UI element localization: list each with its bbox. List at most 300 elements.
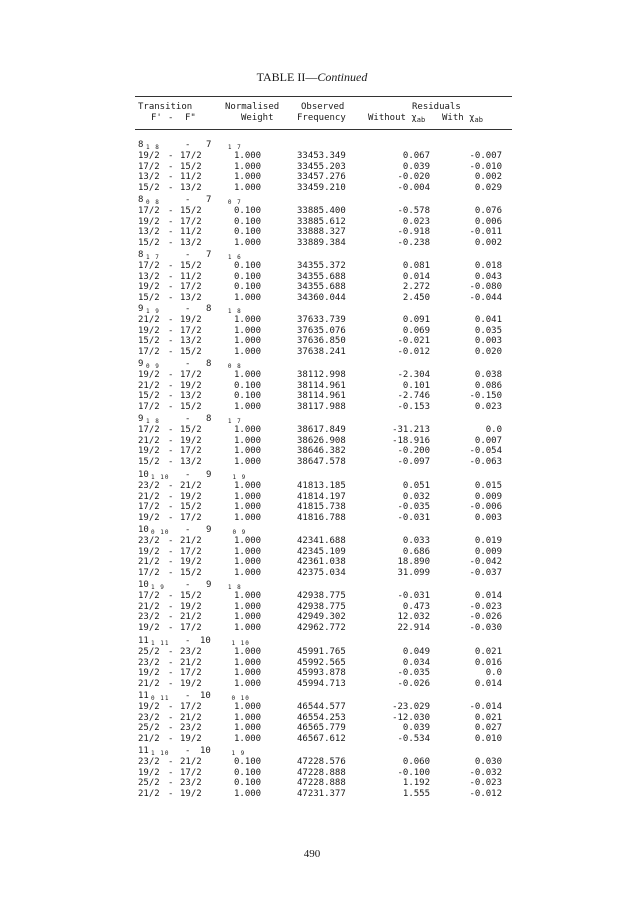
cell-residual-without: -12.030 (392, 712, 430, 723)
cell-weight: 1.000 (234, 657, 262, 668)
cell-dash: - (168, 757, 174, 767)
cell-f-lower: 15/2 (180, 401, 202, 412)
cell-weight: 1.000 (234, 702, 262, 712)
group-lower-sub: 1 8 (227, 584, 242, 591)
cell-weight: 1.000 (234, 678, 262, 689)
group-upper-sub: 0 11 (151, 695, 170, 702)
cell-f-upper: 15/2 (138, 456, 160, 467)
header-with-sub: ab (474, 116, 483, 124)
cell-residual-with: 0.018 (474, 261, 502, 271)
cell-weight: 1.000 (234, 425, 262, 435)
group-lower-level: 8 (206, 304, 212, 314)
page-number: 490 (303, 848, 321, 860)
group-lower-level: 7 (206, 250, 212, 260)
cell-residual-without: 0.023 (402, 216, 430, 227)
cell-f-lower: 19/2 (180, 380, 202, 391)
cell-f-upper: 17/2 (138, 161, 160, 172)
cell-f-upper: 21/2 (138, 435, 160, 446)
cell-f-upper: 21/2 (138, 733, 160, 744)
cell-f-upper: 19/2 (138, 512, 160, 523)
cell-residual-without: -23.029 (392, 702, 430, 712)
cell-residual-with: -0.011 (469, 227, 502, 237)
cell-f-lower: 17/2 (180, 282, 202, 292)
header-residuals: Residuals (412, 102, 461, 112)
cell-weight: 1.000 (234, 456, 262, 467)
cell-residual-without: 0.033 (402, 536, 430, 546)
cell-f-lower: 17/2 (180, 512, 202, 523)
cell-f-upper: 15/2 (138, 336, 160, 346)
header-with-text: With χ (442, 113, 475, 123)
cell-residual-with: 0.015 (474, 481, 502, 491)
cell-residual-with: 0.043 (474, 271, 502, 282)
cell-frequency: 46567.612 (297, 733, 346, 744)
cell-frequency: 41816.788 (297, 512, 346, 523)
cell-f-lower: 13/2 (180, 391, 202, 401)
cell-frequency: 33455.203 (297, 161, 346, 172)
cell-frequency: 34355.688 (297, 282, 346, 292)
cell-weight: 0.100 (234, 206, 262, 216)
header-dash: - (168, 113, 174, 123)
cell-f-lower: 19/2 (180, 491, 202, 502)
cell-weight: 1.000 (234, 723, 262, 733)
group-lower-sub: 1 9 (231, 750, 246, 757)
group-lower-sub: 1 7 (227, 418, 242, 425)
cell-residual-with: 0.007 (474, 435, 502, 446)
cell-residual-with: -0.054 (469, 446, 502, 456)
header-transition: Transition (138, 102, 193, 112)
cell-weight: 1.000 (234, 536, 262, 546)
cell-frequency: 42361.038 (297, 557, 346, 567)
cell-weight: 1.000 (234, 567, 262, 578)
cell-weight: 1.000 (234, 733, 262, 744)
table-title (0, 70, 624, 85)
cell-dash: - (168, 512, 174, 523)
group-upper-level: 10 (138, 525, 149, 535)
cell-weight: 0.100 (234, 227, 262, 237)
cell-f-lower: 15/2 (180, 261, 202, 271)
cell-f-upper: 21/2 (138, 380, 160, 391)
transition-group (0, 525, 624, 579)
cell-frequency: 42938.775 (297, 591, 346, 601)
cell-f-lower: 19/2 (180, 315, 202, 325)
cell-residual-with: -0.080 (469, 282, 502, 292)
group-lower-sub: 0 8 (227, 363, 242, 370)
cell-frequency: 33457.276 (297, 172, 346, 182)
header-without-text: Without χ (368, 113, 417, 123)
cell-dash: - (168, 612, 174, 622)
transition-group (0, 140, 624, 194)
cell-f-upper: 25/2 (138, 778, 160, 788)
cell-f-upper: 19/2 (138, 216, 160, 227)
group-lower-sub: 1 6 (227, 254, 242, 261)
cell-residual-without: -18.916 (392, 435, 430, 446)
cell-f-upper: 17/2 (138, 401, 160, 412)
cell-f-upper: 15/2 (138, 391, 160, 401)
cell-residual-without: 0.686 (402, 546, 430, 557)
cell-f-upper: 21/2 (138, 678, 160, 689)
cell-f-lower: 21/2 (180, 536, 202, 546)
cell-frequency: 47231.377 (297, 788, 346, 799)
group-lower-sub: 1 9 (232, 474, 247, 481)
cell-weight: 1.000 (234, 668, 262, 678)
cell-f-lower: 19/2 (180, 788, 202, 799)
cell-residual-without: -0.534 (397, 733, 430, 744)
cell-residual-with: 0.003 (474, 336, 502, 346)
cell-dash: - (168, 182, 174, 193)
group-dash: - (185, 636, 191, 646)
cell-frequency: 47228.888 (297, 778, 346, 788)
group-upper-level: 8 (138, 195, 144, 205)
cell-residual-with: 0.010 (474, 733, 502, 744)
cell-residual-with: 0.014 (474, 591, 502, 601)
cell-residual-without: 12.032 (397, 612, 430, 622)
group-upper-sub: 0 9 (146, 363, 160, 370)
cell-f-upper: 19/2 (138, 702, 160, 712)
cell-dash: - (168, 456, 174, 467)
cell-f-upper: 17/2 (138, 567, 160, 578)
cell-residual-without: 22.914 (397, 622, 430, 633)
cell-frequency: 45992.565 (297, 657, 346, 668)
cell-dash: - (168, 678, 174, 689)
cell-f-lower: 13/2 (180, 182, 202, 193)
cell-frequency: 38117.988 (297, 401, 346, 412)
cell-residual-without: -2.304 (397, 370, 430, 380)
cell-dash: - (168, 336, 174, 346)
cell-residual-without: -0.097 (397, 456, 430, 467)
cell-f-upper: 19/2 (138, 546, 160, 557)
cell-f-lower: 23/2 (180, 723, 202, 733)
cell-weight: 1.000 (234, 172, 262, 182)
group-dash: - (185, 470, 191, 480)
group-upper-sub: 1 8 (146, 418, 160, 425)
cell-f-upper: 17/2 (138, 425, 160, 435)
transition-group (0, 250, 624, 304)
cell-residual-without: -0.012 (397, 346, 430, 357)
cell-weight: 1.000 (234, 346, 262, 357)
cell-residual-with: 0.016 (474, 657, 502, 668)
group-lower-level: 10 (200, 691, 211, 701)
group-lower-sub: 1 7 (227, 144, 242, 151)
group-lower-sub: 1 10 (231, 640, 250, 647)
cell-frequency: 38114.961 (297, 391, 346, 401)
cell-weight: 0.100 (234, 391, 262, 401)
cell-dash: - (168, 702, 174, 712)
cell-dash: - (168, 370, 174, 380)
cell-f-lower: 17/2 (180, 767, 202, 778)
group-dash: - (185, 250, 191, 260)
cell-f-upper: 13/2 (138, 271, 160, 282)
table-title-main: TABLE II— (256, 70, 318, 84)
cell-weight: 1.000 (234, 491, 262, 502)
group-upper-sub: 1 11 (151, 640, 170, 647)
cell-frequency: 37636.850 (297, 336, 346, 346)
group-upper-level: 9 (138, 359, 144, 369)
cell-f-upper: 23/2 (138, 657, 160, 668)
cell-residual-without: 0.473 (402, 601, 430, 612)
group-upper-level: 11 (138, 636, 149, 646)
cell-f-upper: 15/2 (138, 237, 160, 248)
cell-f-lower: 13/2 (180, 237, 202, 248)
cell-f-upper: 17/2 (138, 591, 160, 601)
cell-residual-without: 0.067 (402, 151, 430, 161)
cell-residual-without: 31.099 (397, 567, 430, 578)
cell-residual-without: -0.026 (397, 678, 430, 689)
cell-residual-without: 0.039 (402, 161, 430, 172)
group-upper-sub: 1 9 (151, 584, 165, 591)
cell-f-upper: 19/2 (138, 767, 160, 778)
header-weight: Weight (241, 113, 274, 123)
cell-f-lower: 17/2 (180, 446, 202, 456)
cell-frequency: 37633.739 (297, 315, 346, 325)
cell-weight: 1.000 (234, 712, 262, 723)
cell-residual-with: 0.0 (485, 668, 502, 678)
cell-f-upper: 17/2 (138, 502, 160, 512)
cell-residual-with: 0.020 (474, 346, 502, 357)
cell-frequency: 47228.576 (297, 757, 346, 767)
cell-dash: - (168, 767, 174, 778)
cell-dash: - (168, 657, 174, 668)
cell-residual-without: -0.004 (397, 182, 430, 193)
cell-residual-with: 0.041 (474, 315, 502, 325)
group-dash: - (185, 746, 191, 756)
transition-group (0, 195, 624, 249)
cell-dash: - (168, 567, 174, 578)
cell-residual-with: 0.023 (474, 401, 502, 412)
header-frequency: Frequency (297, 113, 346, 123)
cell-frequency: 38114.961 (297, 380, 346, 391)
transition-group (0, 691, 624, 745)
cell-dash: - (168, 261, 174, 271)
group-upper-sub: 0 8 (146, 199, 160, 206)
group-lower-level: 7 (206, 195, 212, 205)
cell-dash: - (168, 601, 174, 612)
cell-residual-with: 0.006 (474, 216, 502, 227)
cell-frequency: 46554.253 (297, 712, 346, 723)
cell-residual-with: 0.021 (474, 647, 502, 657)
cell-residual-without: 1.555 (402, 788, 430, 799)
cell-weight: 0.100 (234, 778, 262, 788)
cell-f-lower: 15/2 (180, 346, 202, 357)
cell-f-upper: 23/2 (138, 481, 160, 491)
cell-frequency: 42938.775 (297, 601, 346, 612)
cell-dash: - (168, 161, 174, 172)
cell-weight: 0.100 (234, 261, 262, 271)
cell-dash: - (168, 723, 174, 733)
cell-f-lower: 19/2 (180, 601, 202, 612)
group-upper-level: 8 (138, 250, 144, 260)
cell-f-upper: 25/2 (138, 647, 160, 657)
cell-residual-without: -0.020 (397, 172, 430, 182)
cell-residual-with: 0.076 (474, 206, 502, 216)
transition-group (0, 359, 624, 413)
cell-f-lower: 11/2 (180, 172, 202, 182)
cell-residual-with: -0.032 (469, 767, 502, 778)
cell-f-upper: 23/2 (138, 536, 160, 546)
cell-dash: - (168, 425, 174, 435)
cell-residual-without: -0.031 (397, 591, 430, 601)
group-dash: - (185, 525, 191, 535)
header-with-chi (442, 113, 483, 124)
cell-residual-with: 0.030 (474, 757, 502, 767)
cell-weight: 0.100 (234, 282, 262, 292)
group-lower-level: 10 (200, 636, 211, 646)
cell-f-lower: 13/2 (180, 292, 202, 303)
cell-dash: - (168, 647, 174, 657)
cell-residual-with: -0.006 (469, 502, 502, 512)
cell-dash: - (168, 206, 174, 216)
group-dash: - (185, 580, 191, 590)
group-upper-level: 10 (138, 470, 149, 480)
cell-dash: - (168, 788, 174, 799)
cell-frequency: 34355.688 (297, 271, 346, 282)
cell-residual-without: 0.034 (402, 657, 430, 668)
cell-dash: - (168, 227, 174, 237)
cell-weight: 1.000 (234, 647, 262, 657)
cell-weight: 1.000 (234, 435, 262, 446)
cell-frequency: 33885.612 (297, 216, 346, 227)
cell-dash: - (168, 315, 174, 325)
group-upper-sub: 1 9 (146, 308, 160, 315)
cell-frequency: 42962.772 (297, 622, 346, 633)
transition-group (0, 414, 624, 468)
cell-f-upper: 21/2 (138, 491, 160, 502)
cell-f-lower: 15/2 (180, 161, 202, 172)
cell-residual-with: -0.014 (469, 702, 502, 712)
cell-dash: - (168, 733, 174, 744)
cell-f-lower: 17/2 (180, 668, 202, 678)
cell-weight: 1.000 (234, 481, 262, 491)
cell-dash: - (168, 151, 174, 161)
cell-dash: - (168, 391, 174, 401)
cell-residual-without: 0.014 (402, 271, 430, 282)
cell-weight: 1.000 (234, 325, 262, 336)
cell-f-lower: 17/2 (180, 702, 202, 712)
cell-dash: - (168, 325, 174, 336)
cell-residual-without: 0.049 (402, 647, 430, 657)
cell-weight: 0.100 (234, 757, 262, 767)
cell-f-lower: 21/2 (180, 657, 202, 668)
top-rule (135, 96, 512, 97)
cell-frequency: 38626.908 (297, 435, 346, 446)
cell-frequency: 37635.076 (297, 325, 346, 336)
cell-residual-with: -0.037 (469, 567, 502, 578)
cell-f-upper: 15/2 (138, 182, 160, 193)
cell-residual-with: 0.035 (474, 325, 502, 336)
cell-residual-without: 18.890 (397, 557, 430, 567)
cell-f-lower: 17/2 (180, 622, 202, 633)
group-upper-sub: 1 10 (151, 750, 170, 757)
cell-residual-with: 0.027 (474, 723, 502, 733)
cell-f-lower: 19/2 (180, 733, 202, 744)
header-rule (135, 129, 512, 130)
cell-residual-with: 0.086 (474, 380, 502, 391)
cell-residual-without: 0.091 (402, 315, 430, 325)
cell-f-lower: 17/2 (180, 325, 202, 336)
group-lower-sub: 0 10 (231, 695, 250, 702)
cell-dash: - (168, 622, 174, 633)
cell-f-upper: 17/2 (138, 206, 160, 216)
cell-residual-with: -0.044 (469, 292, 502, 303)
group-dash: - (185, 304, 191, 314)
cell-weight: 1.000 (234, 512, 262, 523)
cell-frequency: 33889.384 (297, 237, 346, 248)
group-upper-level: 11 (138, 691, 149, 701)
cell-f-lower: 19/2 (180, 557, 202, 567)
cell-frequency: 42375.034 (297, 567, 346, 578)
group-upper-level: 9 (138, 414, 144, 424)
cell-residual-with: 0.014 (474, 678, 502, 689)
transition-group (0, 304, 624, 358)
cell-residual-without: 2.272 (402, 282, 430, 292)
cell-f-lower: 17/2 (180, 216, 202, 227)
cell-dash: - (168, 546, 174, 557)
cell-dash: - (168, 591, 174, 601)
cell-f-lower: 21/2 (180, 612, 202, 622)
cell-frequency: 45994.713 (297, 678, 346, 689)
group-upper-sub: 1 10 (151, 474, 170, 481)
group-lower-sub: 1 8 (227, 308, 242, 315)
group-upper-sub: 1 8 (146, 144, 160, 151)
cell-dash: - (168, 282, 174, 292)
cell-residual-with: -0.023 (469, 601, 502, 612)
cell-weight: 1.000 (234, 315, 262, 325)
transition-group (0, 636, 624, 690)
group-dash: - (185, 359, 191, 369)
cell-weight: 1.000 (234, 622, 262, 633)
cell-dash: - (168, 502, 174, 512)
group-upper-level: 11 (138, 746, 149, 756)
group-lower-level: 7 (206, 140, 212, 150)
cell-f-lower: 19/2 (180, 435, 202, 446)
cell-f-lower: 13/2 (180, 336, 202, 346)
cell-frequency: 45991.765 (297, 647, 346, 657)
cell-weight: 1.000 (234, 237, 262, 248)
transition-group (0, 580, 624, 634)
cell-residual-with: 0.002 (474, 237, 502, 248)
cell-dash: - (168, 435, 174, 446)
cell-f-lower: 21/2 (180, 712, 202, 723)
cell-dash: - (168, 292, 174, 303)
cell-dash: - (168, 712, 174, 723)
cell-f-upper: 25/2 (138, 723, 160, 733)
column-header-row (0, 102, 624, 128)
cell-weight: 1.000 (234, 788, 262, 799)
group-upper-level: 10 (138, 580, 149, 590)
cell-dash: - (168, 668, 174, 678)
cell-f-upper: 19/2 (138, 325, 160, 336)
cell-residual-with: 0.021 (474, 712, 502, 723)
cell-residual-with: 0.009 (474, 546, 502, 557)
cell-frequency: 33888.327 (297, 227, 346, 237)
cell-frequency: 33885.400 (297, 206, 346, 216)
cell-residual-without: -0.153 (397, 401, 430, 412)
cell-residual-with: -0.063 (469, 456, 502, 467)
cell-residual-without: -31.213 (392, 425, 430, 435)
cell-residual-with: -0.150 (469, 391, 502, 401)
cell-f-upper: 19/2 (138, 282, 160, 292)
cell-frequency: 45993.878 (297, 668, 346, 678)
cell-residual-without: 0.032 (402, 491, 430, 502)
group-lower-sub: 0 9 (232, 529, 247, 536)
cell-residual-without: 0.051 (402, 481, 430, 491)
cell-f-lower: 17/2 (180, 546, 202, 557)
cell-weight: 1.000 (234, 591, 262, 601)
cell-weight: 1.000 (234, 336, 262, 346)
cell-residual-without: -0.021 (397, 336, 430, 346)
cell-residual-with: -0.026 (469, 612, 502, 622)
cell-f-upper: 19/2 (138, 446, 160, 456)
cell-weight: 1.000 (234, 161, 262, 172)
